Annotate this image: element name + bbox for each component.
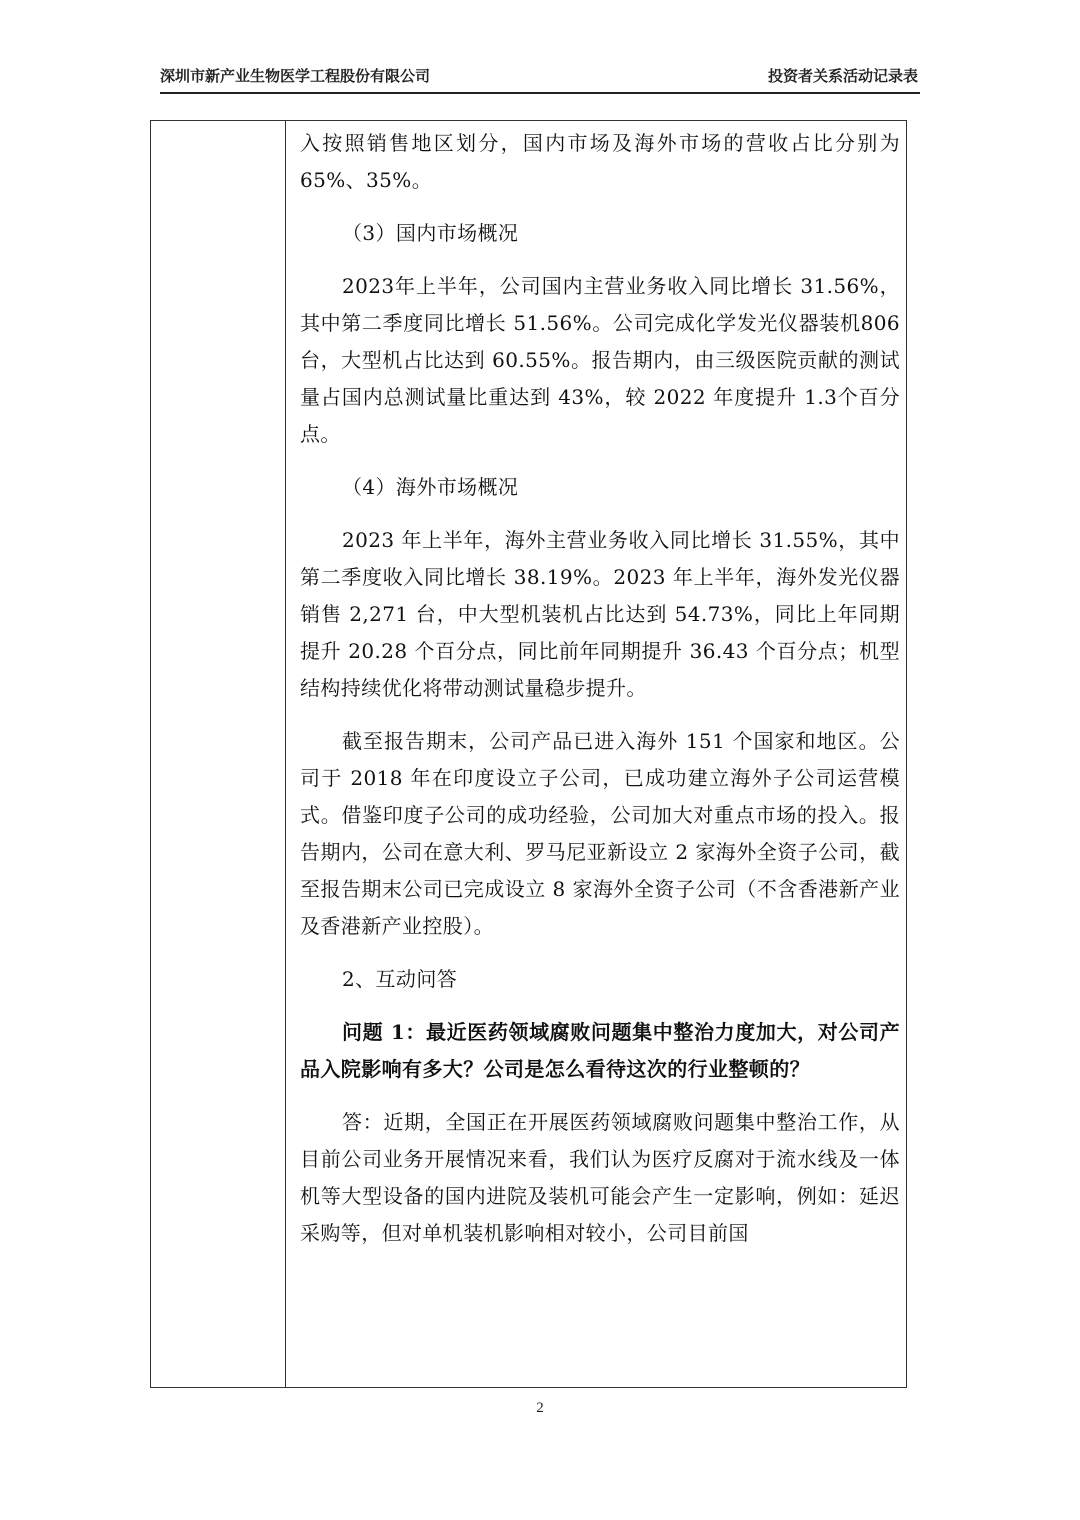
page-number: 2: [536, 1400, 544, 1416]
paragraph-overseas-market: 2023 年上半年，海外主营业务收入同比增长 31.55%，其中第二季度收入同比增长 38.19%。2023 年上半年，海外发光仪器销售 2,271 台，中大型机装机占比达到 54.73%，同比上年同期提升 20.28 个百分点，同比前年同期提升 36.43 个百分点；机型结构持续优化将带动测试量稳步提升。: [300, 528, 900, 700]
question-1: 问题 1：最近医药领域腐败问题集中整治力度加大，对公司产品入院影响有多大？公司是怎么看待这次的行业整顿的？: [300, 1020, 900, 1081]
answer-1: 答：近期，全国正在开展医药领域腐败问题集中整治工作，从目前公司业务开展情况来看，我们认为医疗反腐对于流水线及一体机等大型设备的国内进院及装机可能会产生一定影响，例如：延迟采购等，但对单机装机影响相对较小，公司目前国: [300, 1110, 900, 1245]
page-header: [160, 66, 920, 94]
heading-overseas-market: （4）海外市场概况: [342, 475, 519, 499]
document-type: 投资者关系活动记录表: [767, 67, 918, 85]
table-content-cell: [300, 121, 900, 1268]
paragraph-revenue-split: 入按照销售地区划分，国内市场及海外市场的营收占比分别为65%、35%。: [300, 131, 900, 192]
table-label-column: [151, 121, 286, 1387]
heading-qa: 2、互动问答: [342, 967, 458, 991]
record-table: [150, 120, 907, 1388]
heading-domestic-market: （3）国内市场概况: [342, 221, 519, 245]
paragraph-domestic-market: 2023年上半年，公司国内主营业务收入同比增长 31.56%，其中第二季度同比增长 51.56%。公司完成化学发光仪器装机806 台，大型机占比达到 60.55%。报告期内，由三级医院贡献的测试量占国内总测试量比重达到 43%，较 2022 年度提升 1.3个百分点。: [300, 274, 900, 446]
paragraph-overseas-subsidiaries: 截至报告期末，公司产品已进入海外 151 个国家和地区。公司于 2018 年在印度设立子公司，已成功建立海外子公司运营模式。借鉴印度子公司的成功经验，公司加大对重点市场的投入。报告期内，公司在意大利、罗马尼亚新设立 2 家海外全资子公司，截至报告期末公司已完成设立 8 家海外全资子公司（不含香港新产业及香港新产业控股）。: [300, 729, 900, 938]
company-name: 深圳市新产业生物医学工程股份有限公司: [160, 67, 431, 85]
